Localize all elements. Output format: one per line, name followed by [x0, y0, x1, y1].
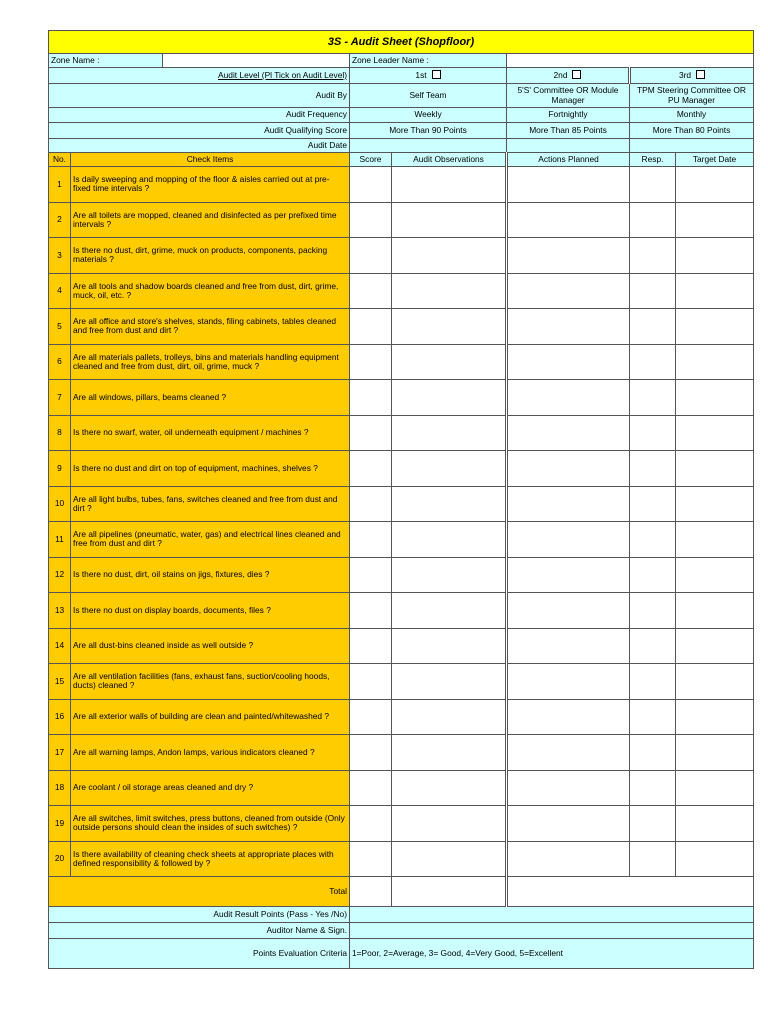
criteria-label: Points Evaluation Criteria — [49, 939, 350, 969]
item-target-date-cell[interactable] — [676, 593, 754, 629]
item-target-date-cell[interactable] — [676, 309, 754, 345]
item-action-cell[interactable] — [507, 522, 630, 558]
item-observation-cell[interactable] — [392, 273, 507, 309]
item-number: 17 — [49, 735, 71, 771]
table-row — [49, 841, 754, 877]
item-check-text: Are all ventilation facilities (fans, exhaust fans, suction/cooling hoods, ducts) cleaned ? — [71, 664, 350, 700]
result-field[interactable] — [350, 907, 754, 923]
frequency-fortnightly: Fortnightly — [507, 108, 630, 123]
item-target-date-cell[interactable] — [676, 415, 754, 451]
criteria-text: 1=Poor, 2=Average, 3= Good, 4=Very Good, 5=Excellent — [350, 939, 754, 969]
level-2nd-cell — [507, 68, 630, 84]
item-resp-cell[interactable] — [630, 735, 676, 771]
item-check-text: Are all dust-bins cleaned inside as well outside ? — [71, 628, 350, 664]
item-action-cell[interactable] — [507, 167, 630, 203]
table-row — [49, 167, 754, 203]
table-row — [49, 593, 754, 629]
item-score-cell[interactable] — [350, 557, 392, 593]
item-number: 5 — [49, 309, 71, 345]
item-action-cell[interactable] — [507, 841, 630, 877]
level-2nd-label: 2nd — [553, 70, 568, 81]
item-check-text: Are all exterior walls of building are clean and painted/whitewashed ? — [71, 699, 350, 735]
item-action-cell[interactable] — [507, 309, 630, 345]
header-actions: Actions Planned — [507, 153, 630, 167]
item-observation-cell[interactable] — [392, 451, 507, 487]
item-resp-cell[interactable] — [630, 451, 676, 487]
item-target-date-cell[interactable] — [676, 344, 754, 380]
item-number: 3 — [49, 238, 71, 274]
item-resp-cell[interactable] — [630, 486, 676, 522]
item-target-date-cell[interactable] — [676, 557, 754, 593]
item-target-date-cell[interactable] — [676, 664, 754, 700]
item-observation-cell[interactable] — [392, 770, 507, 806]
item-check-text: Are all materials pallets, trolleys, bins and materials handling equipment cleaned and free from dust, dirt, oil, grime, muck ? — [71, 344, 350, 380]
item-check-text: Are all switches, limit switches, press buttons, cleaned from outside (Only outside persons should clean the insides of such switches) ? — [71, 806, 350, 842]
item-check-text: Are all windows, pillars, beams cleaned ? — [71, 380, 350, 416]
table-row — [49, 451, 754, 487]
table-row — [49, 415, 754, 451]
item-score-cell[interactable] — [350, 593, 392, 629]
item-score-cell[interactable] — [350, 415, 392, 451]
item-observation-cell[interactable] — [392, 593, 507, 629]
item-action-cell[interactable] — [507, 664, 630, 700]
frequency-label: Audit Frequency — [49, 108, 350, 123]
header-resp: Resp. — [630, 153, 676, 167]
item-check-text: Is there no swarf, water, oil underneath equipment / machines ? — [71, 415, 350, 451]
item-score-cell[interactable] — [350, 770, 392, 806]
item-resp-cell[interactable] — [630, 344, 676, 380]
item-number: 16 — [49, 699, 71, 735]
item-resp-cell[interactable] — [630, 628, 676, 664]
table-row — [49, 486, 754, 522]
item-action-cell[interactable] — [507, 380, 630, 416]
qualifying-label: Audit Qualifying Score — [49, 123, 350, 139]
item-score-cell[interactable] — [350, 486, 392, 522]
item-score-cell[interactable] — [350, 522, 392, 558]
item-resp-cell[interactable] — [630, 806, 676, 842]
item-number: 20 — [49, 841, 71, 877]
audit-by-label: Audit By — [49, 84, 350, 108]
item-check-text: Is there no dust and dirt on top of equipment, machines, shelves ? — [71, 451, 350, 487]
item-score-cell[interactable] — [350, 344, 392, 380]
item-resp-cell[interactable] — [630, 770, 676, 806]
item-observation-cell[interactable] — [392, 238, 507, 274]
zone-leader-label: Zone Leader Name : — [350, 54, 507, 68]
item-action-cell[interactable] — [507, 770, 630, 806]
item-action-cell[interactable] — [507, 557, 630, 593]
zone-name-field[interactable] — [163, 54, 350, 68]
audit-sheet-table — [48, 30, 754, 969]
level-1st-cell — [350, 68, 507, 84]
item-target-date-cell[interactable] — [676, 202, 754, 238]
item-action-cell[interactable] — [507, 699, 630, 735]
auditor-field[interactable] — [350, 923, 754, 939]
item-target-date-cell[interactable] — [676, 486, 754, 522]
audit-date-field-3[interactable] — [630, 139, 754, 153]
item-observation-cell[interactable] — [392, 628, 507, 664]
item-observation-cell[interactable] — [392, 344, 507, 380]
header-target: Target Date — [676, 153, 754, 167]
table-row — [49, 238, 754, 274]
item-number: 18 — [49, 770, 71, 806]
level-3rd-label: 3rd — [678, 70, 692, 81]
audit-date-field-2[interactable] — [507, 139, 630, 153]
item-action-cell[interactable] — [507, 344, 630, 380]
item-action-cell[interactable] — [507, 273, 630, 309]
item-number: 7 — [49, 380, 71, 416]
item-score-cell[interactable] — [350, 238, 392, 274]
item-target-date-cell[interactable] — [676, 770, 754, 806]
item-score-cell[interactable] — [350, 735, 392, 771]
item-number: 10 — [49, 486, 71, 522]
item-check-text: Is there no dust, dirt, grime, muck on products, components, packing materials ? — [71, 238, 350, 274]
level-1st-checkbox[interactable] — [432, 70, 441, 79]
item-check-text: Is daily sweeping and mopping of the floor & aisles carried out at pre-fixed time intervals ? — [71, 167, 350, 203]
item-score-cell[interactable] — [350, 309, 392, 345]
table-row — [49, 735, 754, 771]
item-number: 14 — [49, 628, 71, 664]
item-action-cell[interactable] — [507, 415, 630, 451]
item-score-cell[interactable] — [350, 628, 392, 664]
item-observation-cell[interactable] — [392, 486, 507, 522]
item-number: 19 — [49, 806, 71, 842]
item-observation-cell[interactable] — [392, 735, 507, 771]
header-score: Score — [350, 153, 392, 167]
item-target-date-cell[interactable] — [676, 735, 754, 771]
item-number: 6 — [49, 344, 71, 380]
item-action-cell[interactable] — [507, 593, 630, 629]
item-number: 11 — [49, 522, 71, 558]
item-target-date-cell[interactable] — [676, 522, 754, 558]
item-observation-cell[interactable] — [392, 557, 507, 593]
item-score-cell[interactable] — [350, 664, 392, 700]
item-resp-cell[interactable] — [630, 167, 676, 203]
item-score-cell[interactable] — [350, 699, 392, 735]
audit-by-steering: TPM Steering Committee OR PU Manager — [630, 84, 754, 108]
item-observation-cell[interactable] — [392, 380, 507, 416]
item-observation-cell[interactable] — [392, 202, 507, 238]
header-check-items: Check Items — [71, 153, 350, 167]
total-label: Total — [49, 877, 350, 907]
item-resp-cell[interactable] — [630, 238, 676, 274]
item-number: 8 — [49, 415, 71, 451]
item-resp-cell[interactable] — [630, 664, 676, 700]
item-resp-cell[interactable] — [630, 522, 676, 558]
item-action-cell[interactable] — [507, 628, 630, 664]
item-check-text: Is there no dust on display boards, documents, files ? — [71, 593, 350, 629]
item-score-cell[interactable] — [350, 380, 392, 416]
total-actions[interactable] — [507, 877, 754, 907]
table-row — [49, 309, 754, 345]
level-3rd-checkbox[interactable] — [696, 70, 705, 79]
table-row — [49, 344, 754, 380]
item-action-cell[interactable] — [507, 486, 630, 522]
item-resp-cell[interactable] — [630, 841, 676, 877]
level-2nd-checkbox[interactable] — [572, 70, 581, 79]
item-resp-cell[interactable] — [630, 593, 676, 629]
item-target-date-cell[interactable] — [676, 167, 754, 203]
total-score[interactable] — [350, 877, 392, 907]
item-check-text: Is there no dust, dirt, oil stains on jigs, fixtures, dies ? — [71, 557, 350, 593]
item-resp-cell[interactable] — [630, 557, 676, 593]
item-resp-cell[interactable] — [630, 309, 676, 345]
item-number: 13 — [49, 593, 71, 629]
table-row — [49, 202, 754, 238]
item-number: 9 — [49, 451, 71, 487]
item-score-cell[interactable] — [350, 273, 392, 309]
item-score-cell[interactable] — [350, 167, 392, 203]
zone-name-label: Zone Name : — [49, 54, 163, 68]
item-resp-cell[interactable] — [630, 415, 676, 451]
item-check-text: Is there availability of cleaning check sheets at appropriate places with defined responsibility & followed by ? — [71, 841, 350, 877]
frequency-monthly: Monthly — [630, 108, 754, 123]
item-action-cell[interactable] — [507, 238, 630, 274]
header-observations: Audit Observations — [392, 153, 507, 167]
level-3rd-cell — [630, 68, 754, 84]
auditor-label: Auditor Name & Sign. — [49, 923, 350, 939]
item-observation-cell[interactable] — [392, 167, 507, 203]
table-row — [49, 522, 754, 558]
table-row — [49, 273, 754, 309]
audit-by-self-team: Self Team — [350, 84, 507, 108]
item-action-cell[interactable] — [507, 806, 630, 842]
qualifying-85: More Than 85 Points — [507, 123, 630, 139]
table-row — [49, 806, 754, 842]
item-check-text: Are all tools and shadow boards cleaned and free from dust, dirt, grime, muck, oil, etc. ? — [71, 273, 350, 309]
item-action-cell[interactable] — [507, 735, 630, 771]
item-action-cell[interactable] — [507, 202, 630, 238]
qualifying-90: More Than 90 Points — [350, 123, 507, 139]
audit-date-field[interactable] — [350, 139, 507, 153]
total-observations[interactable] — [392, 877, 507, 907]
item-number: 12 — [49, 557, 71, 593]
item-action-cell[interactable] — [507, 451, 630, 487]
item-target-date-cell[interactable] — [676, 841, 754, 877]
audit-level-label: Audit Level (Pl Tick on Audit Level) — [49, 68, 350, 84]
table-row — [49, 664, 754, 700]
item-check-text: Are all pipelines (pneumatic, water, gas) and electrical lines cleaned and free from dust and dirt ? — [71, 522, 350, 558]
item-number: 4 — [49, 273, 71, 309]
item-score-cell[interactable] — [350, 202, 392, 238]
item-target-date-cell[interactable] — [676, 628, 754, 664]
audit-by-committee: 5'S' Committee OR Module Manager — [507, 84, 630, 108]
table-row — [49, 557, 754, 593]
table-row — [49, 699, 754, 735]
sheet-title: 3S - Audit Sheet (Shopfloor) — [49, 31, 754, 54]
item-target-date-cell[interactable] — [676, 451, 754, 487]
item-observation-cell[interactable] — [392, 841, 507, 877]
header-no: No. — [49, 153, 71, 167]
item-number: 2 — [49, 202, 71, 238]
item-score-cell[interactable] — [350, 806, 392, 842]
item-check-text: Are all office and store's shelves, stands, filing cabinets, tables cleaned and free from dust and dirt ? — [71, 309, 350, 345]
item-number: 15 — [49, 664, 71, 700]
item-resp-cell[interactable] — [630, 380, 676, 416]
qualifying-80: More Than 80 Points — [630, 123, 754, 139]
item-number: 1 — [49, 167, 71, 203]
level-1st-label: 1st — [415, 70, 427, 81]
item-resp-cell[interactable] — [630, 699, 676, 735]
item-score-cell[interactable] — [350, 451, 392, 487]
item-target-date-cell[interactable] — [676, 380, 754, 416]
item-resp-cell[interactable] — [630, 273, 676, 309]
table-row — [49, 380, 754, 416]
item-check-text: Are all warning lamps, Andon lamps, various indicators cleaned ? — [71, 735, 350, 771]
zone-leader-field[interactable] — [507, 54, 754, 68]
item-target-date-cell[interactable] — [676, 238, 754, 274]
item-resp-cell[interactable] — [630, 202, 676, 238]
item-observation-cell[interactable] — [392, 309, 507, 345]
table-row — [49, 770, 754, 806]
item-observation-cell[interactable] — [392, 806, 507, 842]
item-target-date-cell[interactable] — [676, 699, 754, 735]
table-row — [49, 628, 754, 664]
frequency-weekly: Weekly — [350, 108, 507, 123]
item-observation-cell[interactable] — [392, 415, 507, 451]
item-target-date-cell[interactable] — [676, 806, 754, 842]
item-check-text: Are coolant / oil storage areas cleaned and dry ? — [71, 770, 350, 806]
item-observation-cell[interactable] — [392, 699, 507, 735]
item-observation-cell[interactable] — [392, 522, 507, 558]
result-label: Audit Result Points (Pass - Yes /No) — [49, 907, 350, 923]
item-target-date-cell[interactable] — [676, 273, 754, 309]
item-check-text: Are all toilets are mopped, cleaned and disinfected as per prefixed time intervals ? — [71, 202, 350, 238]
item-score-cell[interactable] — [350, 841, 392, 877]
item-check-text: Are all light bulbs, tubes, fans, switches cleaned and free from dust and dirt ? — [71, 486, 350, 522]
item-observation-cell[interactable] — [392, 664, 507, 700]
audit-date-label: Audit Date — [49, 139, 350, 153]
